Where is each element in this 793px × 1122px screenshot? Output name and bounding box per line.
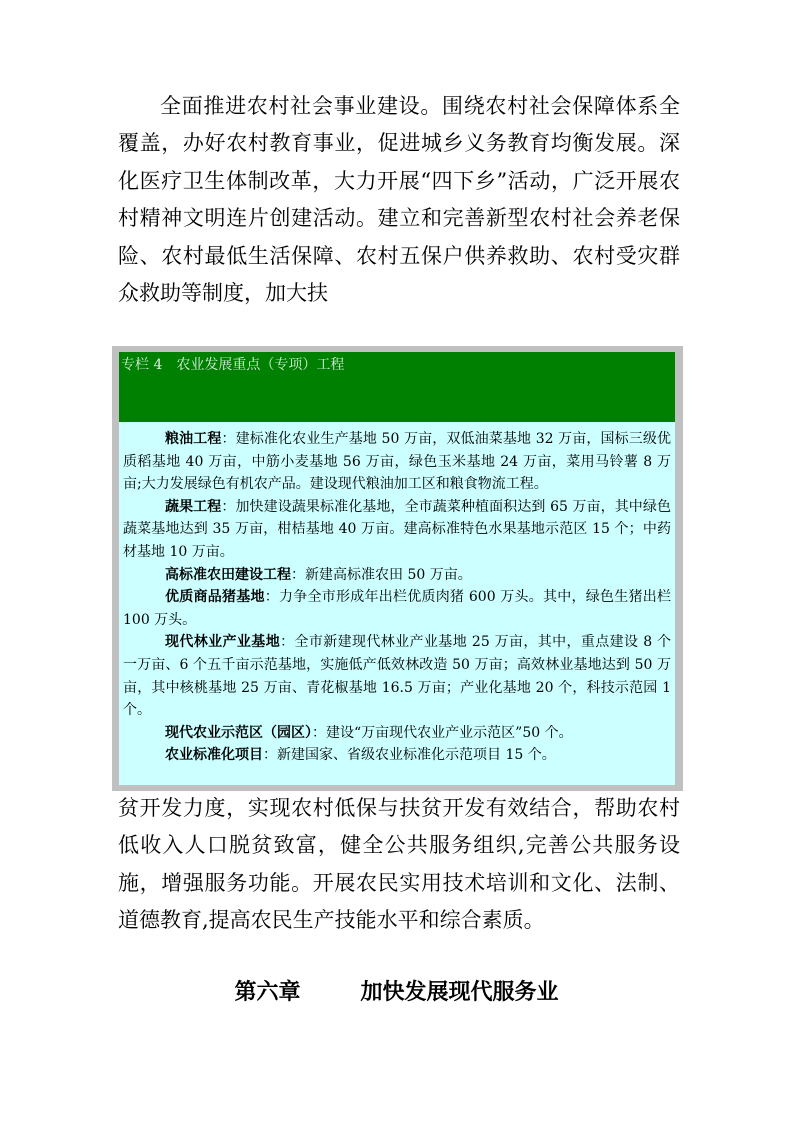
body-paragraph-2: 贫开发力度，实现农村低保与扶贫开发有效结合，帮助农村低收入人口脱贫致富，健全公共服务组织,完善公共服务设施，增强服务功能。开展农民实用技术培训和文化、法制、道德教育,提高农民生产技能水平和综合素质。: [118, 796, 680, 933]
chapter-number: 第六章: [234, 980, 301, 1005]
box-item-text: ：力争全市形成年出栏优质肉猪 600 万头。其中，绿色生猪出栏 100 万头。: [123, 589, 672, 628]
box-item-text: ：新建高标准农田 50 万亩。: [291, 566, 472, 583]
box-item-label: 现代林业产业基地: [165, 634, 281, 651]
box-item-label: 高标准农田建设工程: [165, 566, 291, 583]
box-item-text: ：建标准化农业生产基地 50 万亩，双低油菜基地 32 万亩，国标三级优质稻基地 40 万亩，中筋小麦基地 56 万亩，绿色玉米基地 24 万亩，菜用马铃薯 8 万亩;大力发展绿色有机农产品。建设现代粮油加工区和粮食物流工程。: [123, 431, 672, 493]
chapter-title: 加快发展现代服务业: [360, 980, 559, 1005]
feature-box-body: [119, 422, 675, 785]
box-item-farmland: [123, 564, 671, 587]
box-item-demo-zone: [123, 722, 671, 745]
chapter-heading: [0, 975, 793, 1006]
box-item-label: 蔬果工程: [165, 498, 222, 515]
feature-box-header: [119, 352, 675, 422]
box-item-pig-base: [123, 586, 671, 631]
box-item-label: 现代农业示范区（园区）: [165, 724, 312, 741]
box-item-label: 粮油工程: [165, 431, 222, 447]
body-paragraph-1: 全面推进农村社会事业建设。围绕农村社会保障体系全覆盖，办好农村教育事业，促进城乡义务教育均衡发展。深化医疗卫生体制改革，大力开展“四下乡”活动，广泛开展农村精神文明连片创建活动。建立和完善新型农村社会养老保险、农村最低生活保障、农村五保户供养救助、农村受灾群众救助等制度，加大扶: [118, 94, 680, 306]
box-item-text: ：全市新建现代林业产业基地 25 万亩，其中，重点建设 8 个一万亩、6 个五千亩示范基地，实施低产低效林改造 50 万亩；高效林业基地达到 50 万亩，其中核桃基地 25 万亩、青花椒基地 16.5 万亩；产业化基地 20 个，科技示范园 1 个。: [123, 634, 671, 719]
box-item-forestry: [123, 631, 671, 721]
box-item-text: ：建设“万亩现代农业产业示范区”50 个。: [312, 724, 573, 741]
box-item-vegetable-fruit: [123, 496, 671, 564]
box-item-text: ：新建国家、省级农业标准化示范项目 15 个。: [263, 747, 556, 764]
box-item-label: 优质商品猪基地: [165, 589, 265, 606]
box-item-text: ：加快建设蔬果标准化基地，全市蔬菜种植面积达到 65 万亩，其中绿色蔬菜基地达到 35 万亩，柑桔基地 40 万亩。建高标准特色水果基地示范区 15 个；中药材基地 10 万亩。: [123, 498, 671, 560]
box-item-label: 农业标准化项目: [165, 747, 263, 764]
feature-box: [112, 346, 683, 791]
feature-box-title: 专栏 4 农业发展重点（专项）工程: [121, 357, 345, 373]
box-item-standardization: [123, 744, 671, 767]
box-item-grain-oil: [123, 428, 671, 496]
